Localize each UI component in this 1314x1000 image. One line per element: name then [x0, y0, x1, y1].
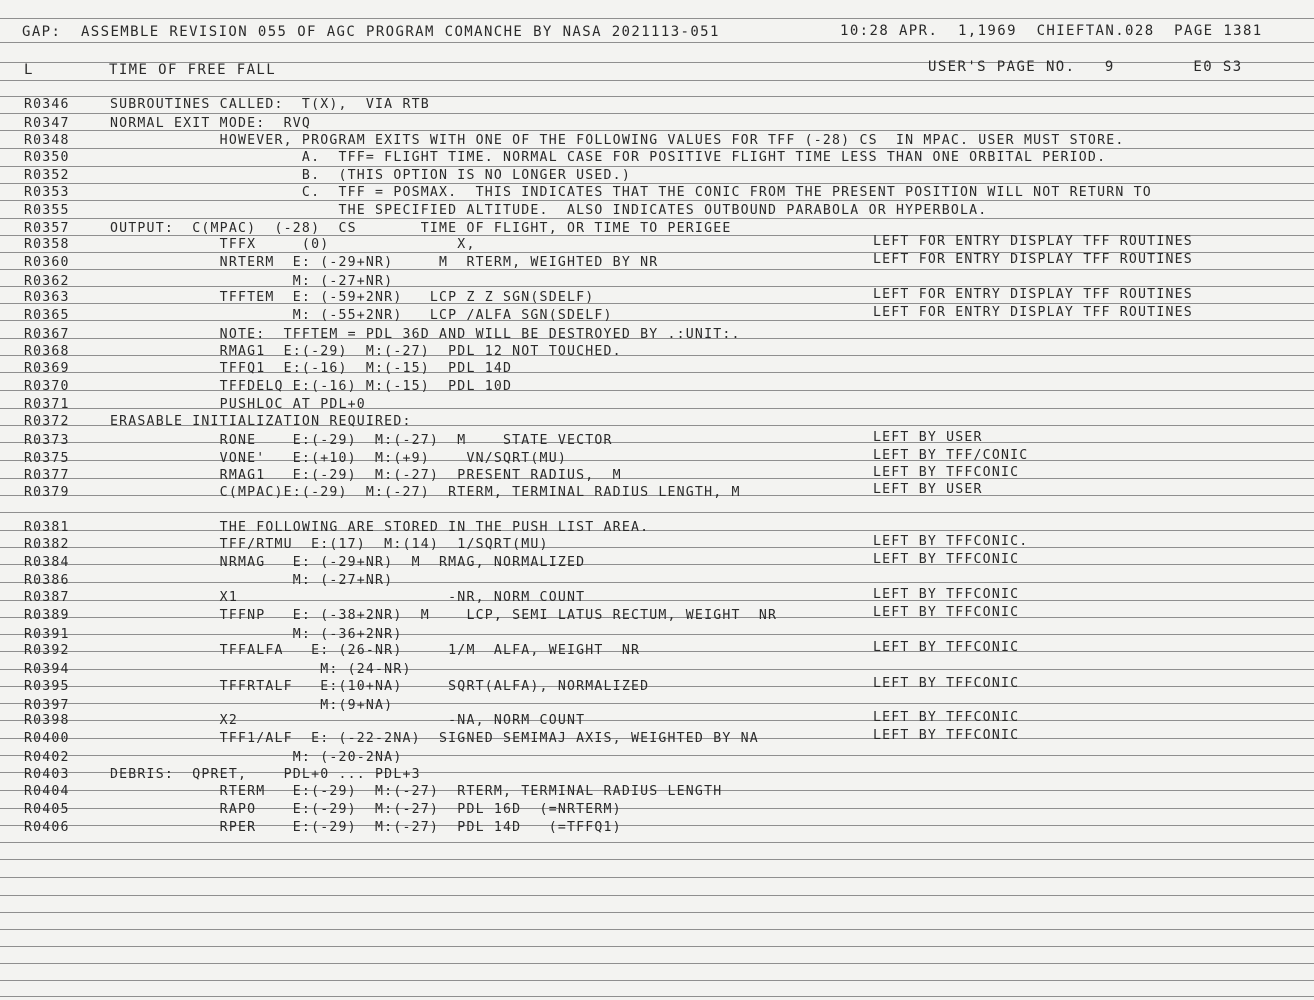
line-text: RMAG1 E:(-29) M:(-27) PDL 12 NOT TOUCHED. — [110, 344, 622, 359]
line-text: RAPO E:(-29) M:(-27) PDL 16D (=NRTERM) — [110, 802, 622, 817]
line-text: NOTE: TFFTEM = PDL 36D AND WILL BE DESTROYED BY .:UNIT:. — [110, 327, 741, 342]
line-text: SUBROUTINES CALLED: T(X), VIA RTB — [110, 97, 430, 112]
line-text: C. TFF = POSMAX. THIS INDICATES THAT THE CONIC FROM THE PRESENT POSITION WILL NOT RETURN TO — [110, 185, 1152, 200]
line-number: R0405 — [24, 802, 70, 817]
line-remark: LEFT BY TFFCONIC — [873, 640, 1020, 655]
line-text: PUSHLOC AT PDL+0 — [110, 397, 366, 412]
line-remark: LEFT BY TFFCONIC — [873, 676, 1020, 691]
header-date-page: 10:28 APR. 1,1969 CHIEFTAN.028 PAGE 1381 — [840, 23, 1263, 39]
line-number: R0394 — [24, 662, 70, 677]
line-number: R0365 — [24, 308, 70, 323]
line-number: R0389 — [24, 608, 70, 623]
line-text: RTERM E:(-29) M:(-27) RTERM, TERMINAL RADIUS LENGTH — [110, 784, 723, 799]
ruled-line — [0, 963, 1314, 964]
line-number: R0373 — [24, 433, 70, 448]
ruled-line — [0, 980, 1314, 981]
line-text: NRMAG E: (-29+NR) M RMAG, NORMALIZED — [110, 555, 586, 570]
header-tag: L — [24, 62, 34, 78]
line-remark: LEFT BY TFFCONIC. — [873, 534, 1029, 549]
line-text: THE SPECIFIED ALTITUDE. ALSO INDICATES OUTBOUND PARABOLA OR HYPERBOLA. — [110, 203, 988, 218]
line-number: R0398 — [24, 713, 70, 728]
line-number: R0386 — [24, 573, 70, 588]
ruled-line — [0, 912, 1314, 913]
line-text: TFFNP E: (-38+2NR) M LCP, SEMI LATUS RECTUM, WEIGHT NR — [110, 608, 778, 623]
line-number: R0350 — [24, 150, 70, 165]
line-remark: LEFT BY TFFCONIC — [873, 710, 1020, 725]
line-text: HOWEVER, PROGRAM EXITS WITH ONE OF THE FOLLOWING VALUES FOR TFF (-28) CS IN MPAC. USER MUST STORE. — [110, 133, 1125, 148]
line-number: R0348 — [24, 133, 70, 148]
line-number: R0400 — [24, 731, 70, 746]
line-text: M: (-27+NR) — [110, 274, 394, 289]
line-number: R0357 — [24, 221, 70, 236]
line-number: R0406 — [24, 820, 70, 835]
line-number: R0372 — [24, 414, 70, 429]
line-number: R0381 — [24, 520, 70, 535]
line-remark: LEFT BY TFFCONIC — [873, 465, 1020, 480]
line-text: OUTPUT: C(MPAC) (-28) CS TIME OF FLIGHT, OR TIME TO PERIGEE — [110, 221, 732, 236]
line-number: R0392 — [24, 643, 70, 658]
line-text: TFFDELQ E:(-16) M:(-15) PDL 10D — [110, 379, 513, 394]
line-number: R0379 — [24, 485, 70, 500]
ruled-line — [0, 946, 1314, 947]
line-number: R0384 — [24, 555, 70, 570]
line-text: M: (24-NR) — [110, 662, 412, 677]
line-remark: LEFT FOR ENTRY DISPLAY TFF ROUTINES — [873, 234, 1193, 249]
line-number: R0395 — [24, 679, 70, 694]
page-title: TIME OF FREE FALL — [109, 62, 277, 78]
line-number: R0353 — [24, 185, 70, 200]
line-remark: LEFT FOR ENTRY DISPLAY TFF ROUTINES — [873, 252, 1193, 267]
line-number: R0368 — [24, 344, 70, 359]
line-remark: LEFT FOR ENTRY DISPLAY TFF ROUTINES — [873, 305, 1193, 320]
ruled-line — [0, 42, 1314, 43]
line-text: TFF1/ALF E: (-22-2NA) SIGNED SEMIMAJ AXIS, WEIGHTED BY NA — [110, 731, 759, 746]
header-assembly-line: GAP: ASSEMBLE REVISION 055 OF AGC PROGRAM COMANCHE BY NASA 2021113-051 — [22, 24, 720, 40]
line-text: TFFTEM E: (-59+2NR) LCP Z Z SGN(SDELF) — [110, 290, 595, 305]
line-remark: LEFT BY TFFCONIC — [873, 728, 1020, 743]
line-number: R0347 — [24, 116, 70, 131]
line-text: A. TFF= FLIGHT TIME. NORMAL CASE FOR POSITIVE FLIGHT TIME LESS THAN ONE ORBITAL PERIOD. — [110, 150, 1107, 165]
line-text: M: (-20-2NA) — [110, 750, 403, 765]
line-remark: LEFT FOR ENTRY DISPLAY TFF ROUTINES — [873, 287, 1193, 302]
ruled-line — [0, 512, 1314, 513]
line-text: VONE' E:(+10) M:(+9) VN/SQRT(MU) — [110, 451, 567, 466]
ruled-line — [0, 113, 1314, 114]
line-number: R0360 — [24, 255, 70, 270]
line-text: THE FOLLOWING ARE STORED IN THE PUSH LIST AREA. — [110, 520, 650, 535]
line-text: TFFRTALF E:(10+NA) SQRT(ALFA), NORMALIZED — [110, 679, 650, 694]
line-number: R0355 — [24, 203, 70, 218]
line-number: R0370 — [24, 379, 70, 394]
ruled-line — [0, 859, 1314, 860]
user-page-number: USER'S PAGE NO. 9 E0 S3 — [928, 59, 1243, 75]
line-text: X1 -NR, NORM COUNT — [110, 590, 586, 605]
line-text: RPER E:(-29) M:(-27) PDL 14D (=TFFQ1) — [110, 820, 622, 835]
line-text: DEBRIS: QPRET, PDL+0 ... PDL+3 — [110, 767, 421, 782]
line-text: B. (THIS OPTION IS NO LONGER USED.) — [110, 168, 631, 183]
line-number: R0375 — [24, 451, 70, 466]
line-number: R0404 — [24, 784, 70, 799]
line-text: M:(9+NA) — [110, 698, 394, 713]
line-text: TFFX (0) X, — [110, 237, 476, 252]
line-text: C(MPAC)E:(-29) M:(-27) RTERM, TERMINAL RADIUS LENGTH, M — [110, 485, 741, 500]
ruled-line — [0, 877, 1314, 878]
line-text: NRTERM E: (-29+NR) M RTERM, WEIGHTED BY NR — [110, 255, 659, 270]
line-number: R0402 — [24, 750, 70, 765]
line-remark: LEFT BY TFFCONIC — [873, 587, 1020, 602]
line-number: R0367 — [24, 327, 70, 342]
line-text: TFFALFA E: (26-NR) 1/M ALFA, WEIGHT NR — [110, 643, 641, 658]
line-remark: LEFT BY TFFCONIC — [873, 552, 1020, 567]
line-text: RMAG1 E:(-29) M:(-27) PRESENT RADIUS, M — [110, 468, 622, 483]
line-number: R0403 — [24, 767, 70, 782]
ruled-line — [0, 895, 1314, 896]
line-number: R0391 — [24, 627, 70, 642]
line-number: R0387 — [24, 590, 70, 605]
ruled-line — [0, 166, 1314, 167]
line-number: R0363 — [24, 290, 70, 305]
line-text: M: (-55+2NR) LCP /ALFA SGN(SDELF) — [110, 308, 613, 323]
ruled-line — [0, 842, 1314, 843]
ruled-line — [0, 18, 1314, 19]
line-text: RONE E:(-29) M:(-27) M STATE VECTOR — [110, 433, 613, 448]
line-number: R0397 — [24, 698, 70, 713]
ruled-line — [0, 929, 1314, 930]
line-number: R0382 — [24, 537, 70, 552]
ruled-line — [0, 996, 1314, 997]
line-number: R0346 — [24, 97, 70, 112]
line-remark: LEFT BY TFF/CONIC — [873, 448, 1029, 463]
line-text: X2 -NA, NORM COUNT — [110, 713, 586, 728]
line-number: R0369 — [24, 361, 70, 376]
line-number: R0377 — [24, 468, 70, 483]
line-number: R0358 — [24, 237, 70, 252]
line-text: TFF/RTMU E:(17) M:(14) 1/SQRT(MU) — [110, 537, 549, 552]
line-number: R0371 — [24, 397, 70, 412]
line-remark: LEFT BY USER — [873, 482, 983, 497]
line-remark: LEFT BY TFFCONIC — [873, 605, 1020, 620]
line-remark: LEFT BY USER — [873, 430, 983, 445]
line-text: ERASABLE INITIALIZATION REQUIRED: — [110, 414, 412, 429]
line-text: TFFQ1 E:(-16) M:(-15) PDL 14D — [110, 361, 513, 376]
line-number: R0352 — [24, 168, 70, 183]
line-text: NORMAL EXIT MODE: RVQ — [110, 116, 312, 131]
line-text: M: (-36+2NR) — [110, 627, 403, 642]
ruled-line — [0, 80, 1314, 81]
line-number: R0362 — [24, 274, 70, 289]
line-text: M: (-27+NR) — [110, 573, 394, 588]
